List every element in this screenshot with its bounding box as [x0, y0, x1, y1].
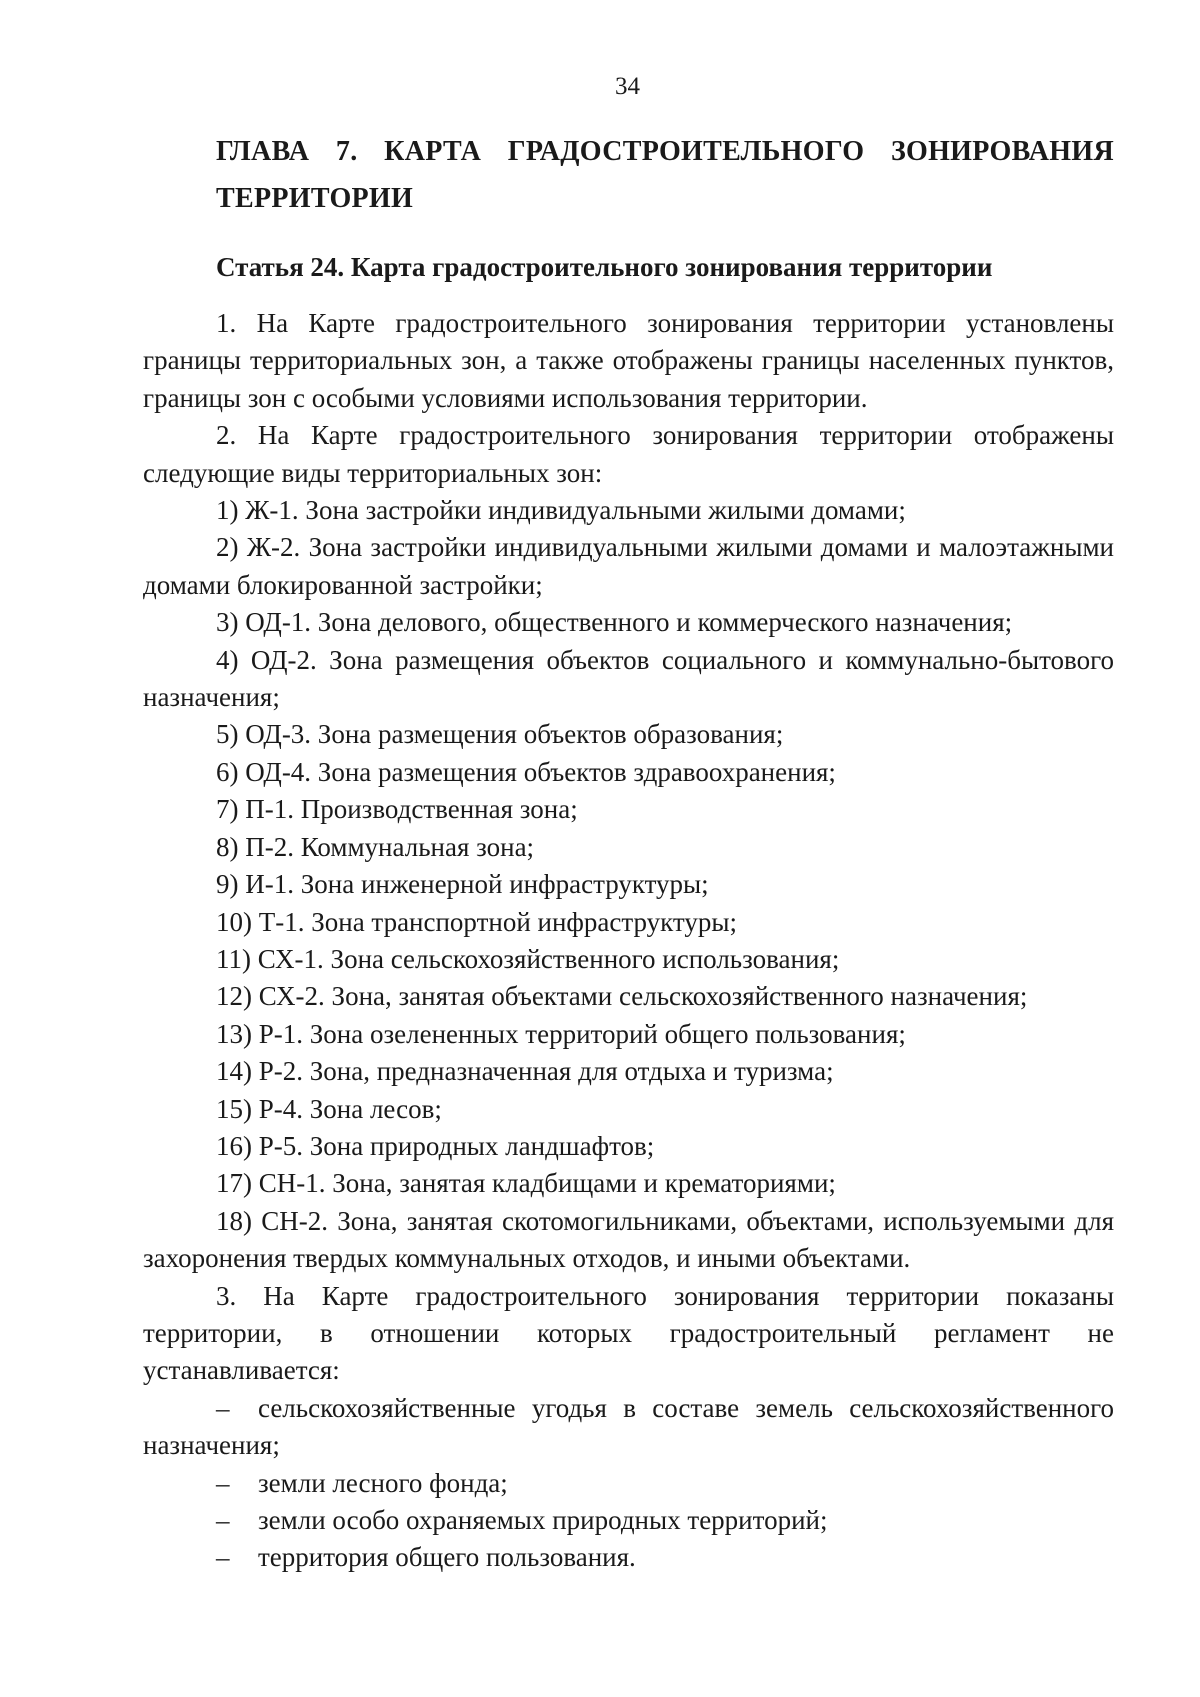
page-content [143, 128, 1114, 1577]
dash-list-item-text: земли особо охраняемых природных территорий; [258, 1505, 828, 1535]
zone-item: 4) ОД-2. Зона размещения объектов социального и коммунально-бытового назначения; [143, 644, 1114, 713]
dash-list-item [143, 1390, 1114, 1465]
zone-item: 18) СН-2. Зона, занятая скотомогильниками, объектами, используемыми для захоронения твердых коммунальных отходов, и иными объектами. [143, 1205, 1114, 1274]
zone-item: 6) ОД-4. Зона размещения объектов здравоохранения; [216, 756, 836, 787]
paragraph-3: 3. На Карте градостроительного зонирования территории показаны территории, в отношении которых градостроительный регламент не устанавливается: [143, 1280, 1114, 1386]
zone-item: 5) ОД-3. Зона размещения объектов образования; [216, 719, 784, 750]
dash-list-item-text: земли лесного фонда; [258, 1467, 508, 1498]
zone-item: 12) СХ-2. Зона, занятая объектами сельскохозяйственного назначения; [216, 981, 1028, 1012]
zone-item: 8) П-2. Коммунальная зона; [216, 831, 535, 862]
dash-bullet: – [216, 1542, 230, 1573]
zone-item: 2) Ж-2. Зона застройки индивидуальными жилыми домами и малоэтажными домами блокированной застройки; [143, 532, 1114, 600]
dash-list-item-text: территория общего пользования. [258, 1542, 636, 1573]
zone-item: 16) Р-5. Зона природных ландшафтов; [216, 1130, 655, 1161]
zone-list [143, 492, 1114, 1278]
dash-bullet: – [216, 1467, 230, 1498]
zone-item: 3) ОД-1. Зона делового, общественного и коммерческого назначения; [216, 607, 1013, 638]
zone-item: 7) П-1. Производственная зона; [216, 794, 578, 825]
dash-bullet: – [216, 1505, 230, 1535]
zone-item: 15) Р-4. Зона лесов; [216, 1093, 442, 1124]
dash-list-item [143, 1465, 1114, 1502]
zone-item: 10) Т-1. Зона транспортной инфраструктуры; [216, 906, 738, 937]
chapter-title: ГЛАВА 7. КАРТА ГРАДОСТРОИТЕЛЬНОГО ЗОНИРОВАНИЯ ТЕРРИТОРИИ [216, 136, 1114, 214]
zone-item: 9) И-1. Зона инженерной инфраструктуры; [216, 869, 709, 900]
dash-bullet: – [216, 1392, 230, 1423]
paragraph-2: 2. На Карте градостроительного зонирования территории отображены следующие виды территориальных зон: [143, 420, 1114, 488]
paragraph-1: 1. На Карте градостроительного зонирования территории установлены границы территориальных зон, а также отображены границы населенных пунктов, границы зон с особыми условиями использования территории. [143, 308, 1114, 413]
exempt-territory-list [143, 1390, 1114, 1577]
zone-item: 11) СХ-1. Зона сельскохозяйственного использования; [216, 943, 840, 974]
article-title: Статья 24. Карта градостроительного зонирования территории [216, 252, 993, 282]
page-number: 34 [615, 73, 640, 100]
dash-list-item-text: сельскохозяйственные угодья в составе земель сельскохозяйственного назначения; [143, 1392, 1114, 1461]
zone-item: 14) Р-2. Зона, предназначенная для отдыха и туризма; [216, 1056, 834, 1087]
dash-list-item [143, 1539, 1114, 1576]
zone-item: 1) Ж-1. Зона застройки индивидуальными жилыми домами; [216, 495, 906, 526]
dash-list-item [143, 1502, 1114, 1539]
zone-item: 17) СН-1. Зона, занятая кладбищами и крематориями; [216, 1168, 836, 1199]
zone-item: 13) Р-1. Зона озелененных территорий общего пользования; [216, 1018, 906, 1049]
